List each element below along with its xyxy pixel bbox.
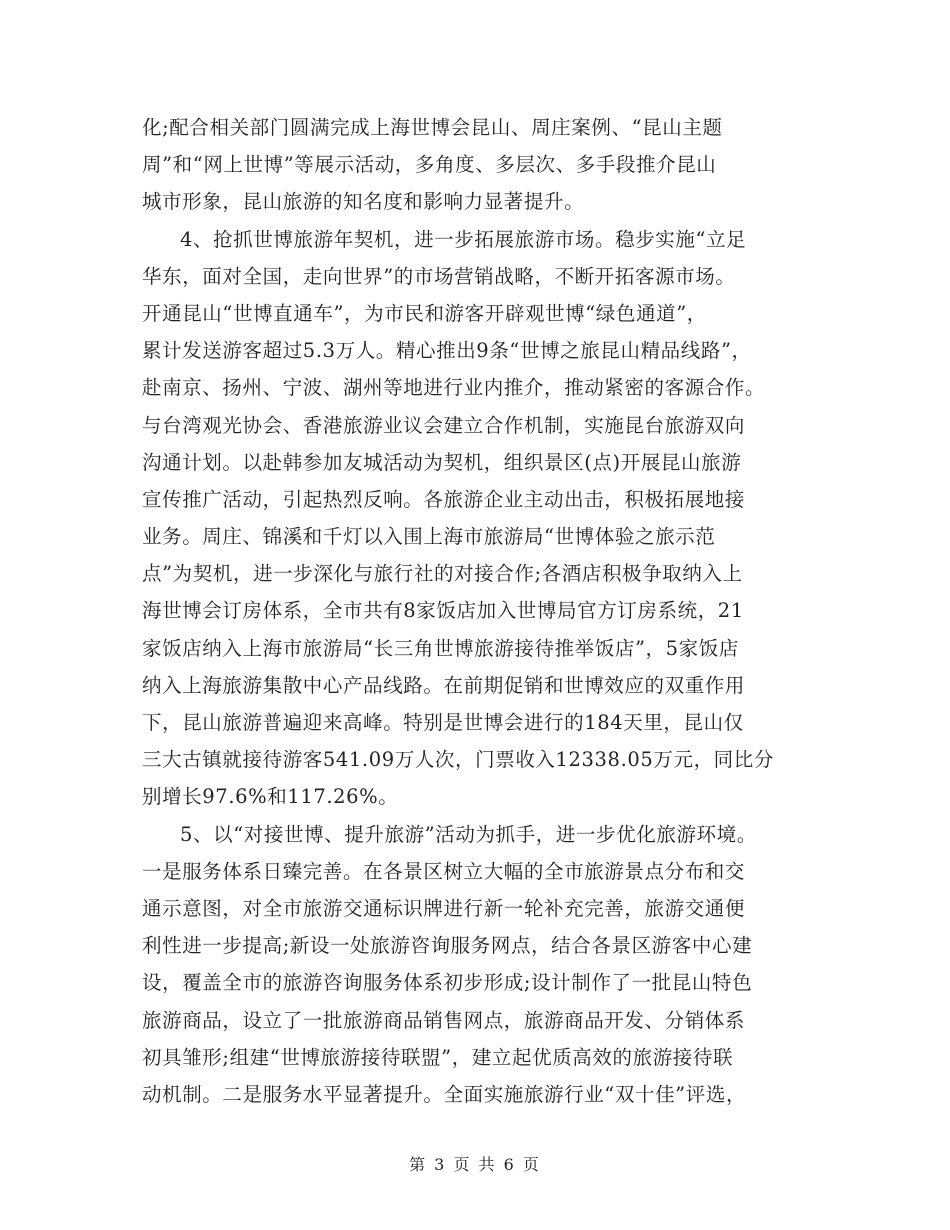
text-line: 海世博会订房体系，全市共有8家饭店加入世博局官方订房系统，21 bbox=[142, 599, 744, 623]
paragraph-start-line: 5、以“对接世博、提升旅游”活动为抓手，进一步优化旅游环境。 bbox=[180, 822, 757, 846]
text-line: 初具雏形;组建“世博旅游接待联盟”，建立起优质高效的旅游接待联 bbox=[142, 1045, 734, 1069]
paragraph-start-line: 4、抢抓世博旅游年契机，进一步拓展旅游市场。稳步实施“立足 bbox=[180, 227, 747, 251]
text-line: 赴南京、扬州、宁波、湖州等地进行业内推介，推动紧密的客源合作。 bbox=[142, 376, 766, 400]
body-text bbox=[142, 109, 822, 1113]
text-line: 业务。周庄、锦溪和千灯以入围上海市旅游局“世博体验之旅示范 bbox=[142, 525, 716, 549]
text-line: 三大古镇就接待游客541.09万人次，门票收入12338.05万元，同比分 bbox=[142, 748, 774, 772]
text-line: 旅游商品，设立了一批旅游商品销售网点，旅游商品开发、分销体系 bbox=[142, 1008, 746, 1032]
text-line: 城市形象，昆山旅游的知名度和影响力显著提升。 bbox=[142, 190, 585, 214]
text-line: 通示意图，对全市旅游交通标识牌进行新一轮补充完善，旅游交通便 bbox=[142, 896, 746, 920]
text-line: 累计发送游客超过5.3万人。精心推出9条“世博之旅昆山精品线路”， bbox=[142, 339, 752, 363]
text-line: 动机制。二是服务水平显著提升。全面实施旅游行业“双十佳”评选， bbox=[142, 1082, 747, 1106]
text-line: 一是服务体系日臻完善。在各景区树立大幅的全市旅游景点分布和交 bbox=[142, 859, 746, 883]
text-line: 华东，面对全国，走向世界”的市场营销战略，不断开拓客源市场。 bbox=[142, 264, 736, 288]
text-line: 周”和“网上世博”等展示活动，多角度、多层次、多手段推介昆山 bbox=[142, 153, 717, 177]
text-line: 宣传推广活动，引起热烈反响。各旅游企业主动出击，积极拓展地接 bbox=[142, 487, 746, 511]
text-line: 与台湾观光协会、香港旅游业议会建立合作机制，实施昆台旅游双向 bbox=[142, 413, 746, 437]
text-line: 利性进一步提高;新设一处旅游咨询服务网点，结合各景区游客中心建 bbox=[142, 934, 753, 958]
text-line: 下，昆山旅游普遍迎来高峰。特别是世博会进行的184天里，昆山仅 bbox=[142, 711, 744, 734]
text-line: 化;配合相关部门圆满完成上海世博会昆山、周庄案例、“昆山主题 bbox=[142, 116, 723, 139]
page-number-footer: 第 3 页 共 6 页 bbox=[409, 1155, 541, 1174]
text-line: 点”为契机，进一步深化与旅行社的对接合作;各酒店积极争取纳入上 bbox=[142, 562, 743, 586]
text-line: 别增长97.6%和117.26%。 bbox=[142, 785, 399, 809]
text-line: 设，覆盖全市的旅游咨询服务体系初步形成;设计制作了一批昆山特色 bbox=[142, 971, 753, 995]
text-line: 纳入上海旅游集散中心产品线路。在前期促销和世博效应的双重作用 bbox=[142, 673, 746, 697]
text-line: 沟通计划。以赴韩参加友城活动为契机，组织景区(点)开展昆山旅游 bbox=[142, 450, 742, 474]
text-line: 开通昆山“世博直通车”，为市民和游客开辟观世博“绿色通道”， bbox=[142, 301, 707, 325]
text-line: 家饭店纳入上海市旅游局“长三角世博旅游接待推举饭店”，5家饭店 bbox=[142, 636, 739, 660]
